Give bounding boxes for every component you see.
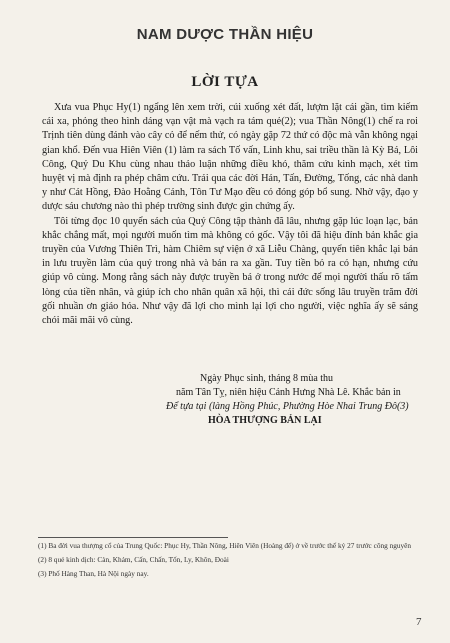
preface-body: [42, 101, 418, 328]
footnote: (3) Phố Hàng Than, Hà Nội ngày nay.: [38, 569, 149, 578]
signature-place: Để tựa tại (làng Hồng Phúc, Phường Hòe Nhai Trung Đô(3): [166, 401, 409, 412]
page-number: 7: [416, 616, 422, 628]
paragraph: Tôi từng đọc 10 quyển sách của Quý Công tập thành đã lâu, nhưng gặp lúc loạn lạc, bản khắc chẳng mất, mọi người muốn tìm mà không có gốc. Vậy tôi đã hiệu đính bản khắc gia truyền của Vương Thiên Trì, hàm Chiêm sự viện ở xã Liễu Chàng, quyển tiên khắc lại bản in lưu truyền làm của quý trong nhà và bán ra xa gần. Tuy tiền bỏ ra có hạn, nhưng cứu giúp vô cùng. Mong rằng sách này được truyền bá ở trong nước để mọi người thấu rõ tấm lòng của tiền nhân, và giúp ích cho nhân quân xã hội, thì cái đức sống lâu truyền trăm đời gối nhuần ơn giáo hóa. Như vậy đã lợi cho mình lại lợi cho người, việc nghĩa ấy sẽ sáng chói mãi mãi vô cùng.: [42, 215, 418, 327]
footnote: (1) Ba đời vua thượng cổ của Trung Quốc: Phục Hy, Thần Nông, Hiên Viên (Hoàng đế) ở về trước thế kỷ 27 trước công nguyên: [38, 541, 412, 550]
running-header: NAM DƯỢC THẦN HIỆU: [136, 26, 314, 43]
footnote: (2) 8 quẻ kinh dịch: Càn, Khảm, Cấn, Chấn, Tốn, Ly, Khôn, Đoài: [38, 555, 229, 564]
signature-block: [0, 372, 450, 428]
paragraph: Xưa vua Phục Hy(1) ngẩng lên xem trời, cúi xuống xét đất, lượm lặt cái gần, tìm kiếm cái xa, phỏng theo hình dáng vạn vật mà vạch ra tám quẻ(2); vua Thần Nông(1) chế ra roi Trịnh tiên dùng đánh vào cây cỏ để nếm thử, có ngày gặp 72 thứ có độc mà vẫn không ngại gian khổ. Đến vua Hiên Viên (1) làm ra sách Tố vấn, Linh khu, sai triều thần là Kỳ Bá, Lôi Công, Quỷ Du Khu cùng nhau thảo luận những điều khó, thăm cứu kinh mạch, xét tìm huyệt vị mà định ra phép châm cứu. Trải qua các đời Hán, Tấn, Đường, Tống, các nhà danh y như Cát Hồng, Đào Hoằng Cảnh, Tôn Tư Mạo đều có đóng góp bổ sung. Nhờ vậy, đạo y dược sáu chương nào thì phép trường sinh được gìn chứng ấy.: [42, 102, 418, 213]
footnote-divider: [38, 537, 228, 538]
footnotes: [38, 540, 418, 582]
signature-era: năm Tân Tỵ, niên hiệu Cảnh Hưng Nhà Lê. Khắc bản in: [176, 387, 401, 398]
signature-author: HÒA THƯỢNG BẢN LẠI: [208, 415, 322, 426]
section-title: LỜI TỰA: [191, 74, 259, 90]
signature-date: Ngày Phục sinh, tháng 8 mùa thu: [200, 373, 334, 384]
